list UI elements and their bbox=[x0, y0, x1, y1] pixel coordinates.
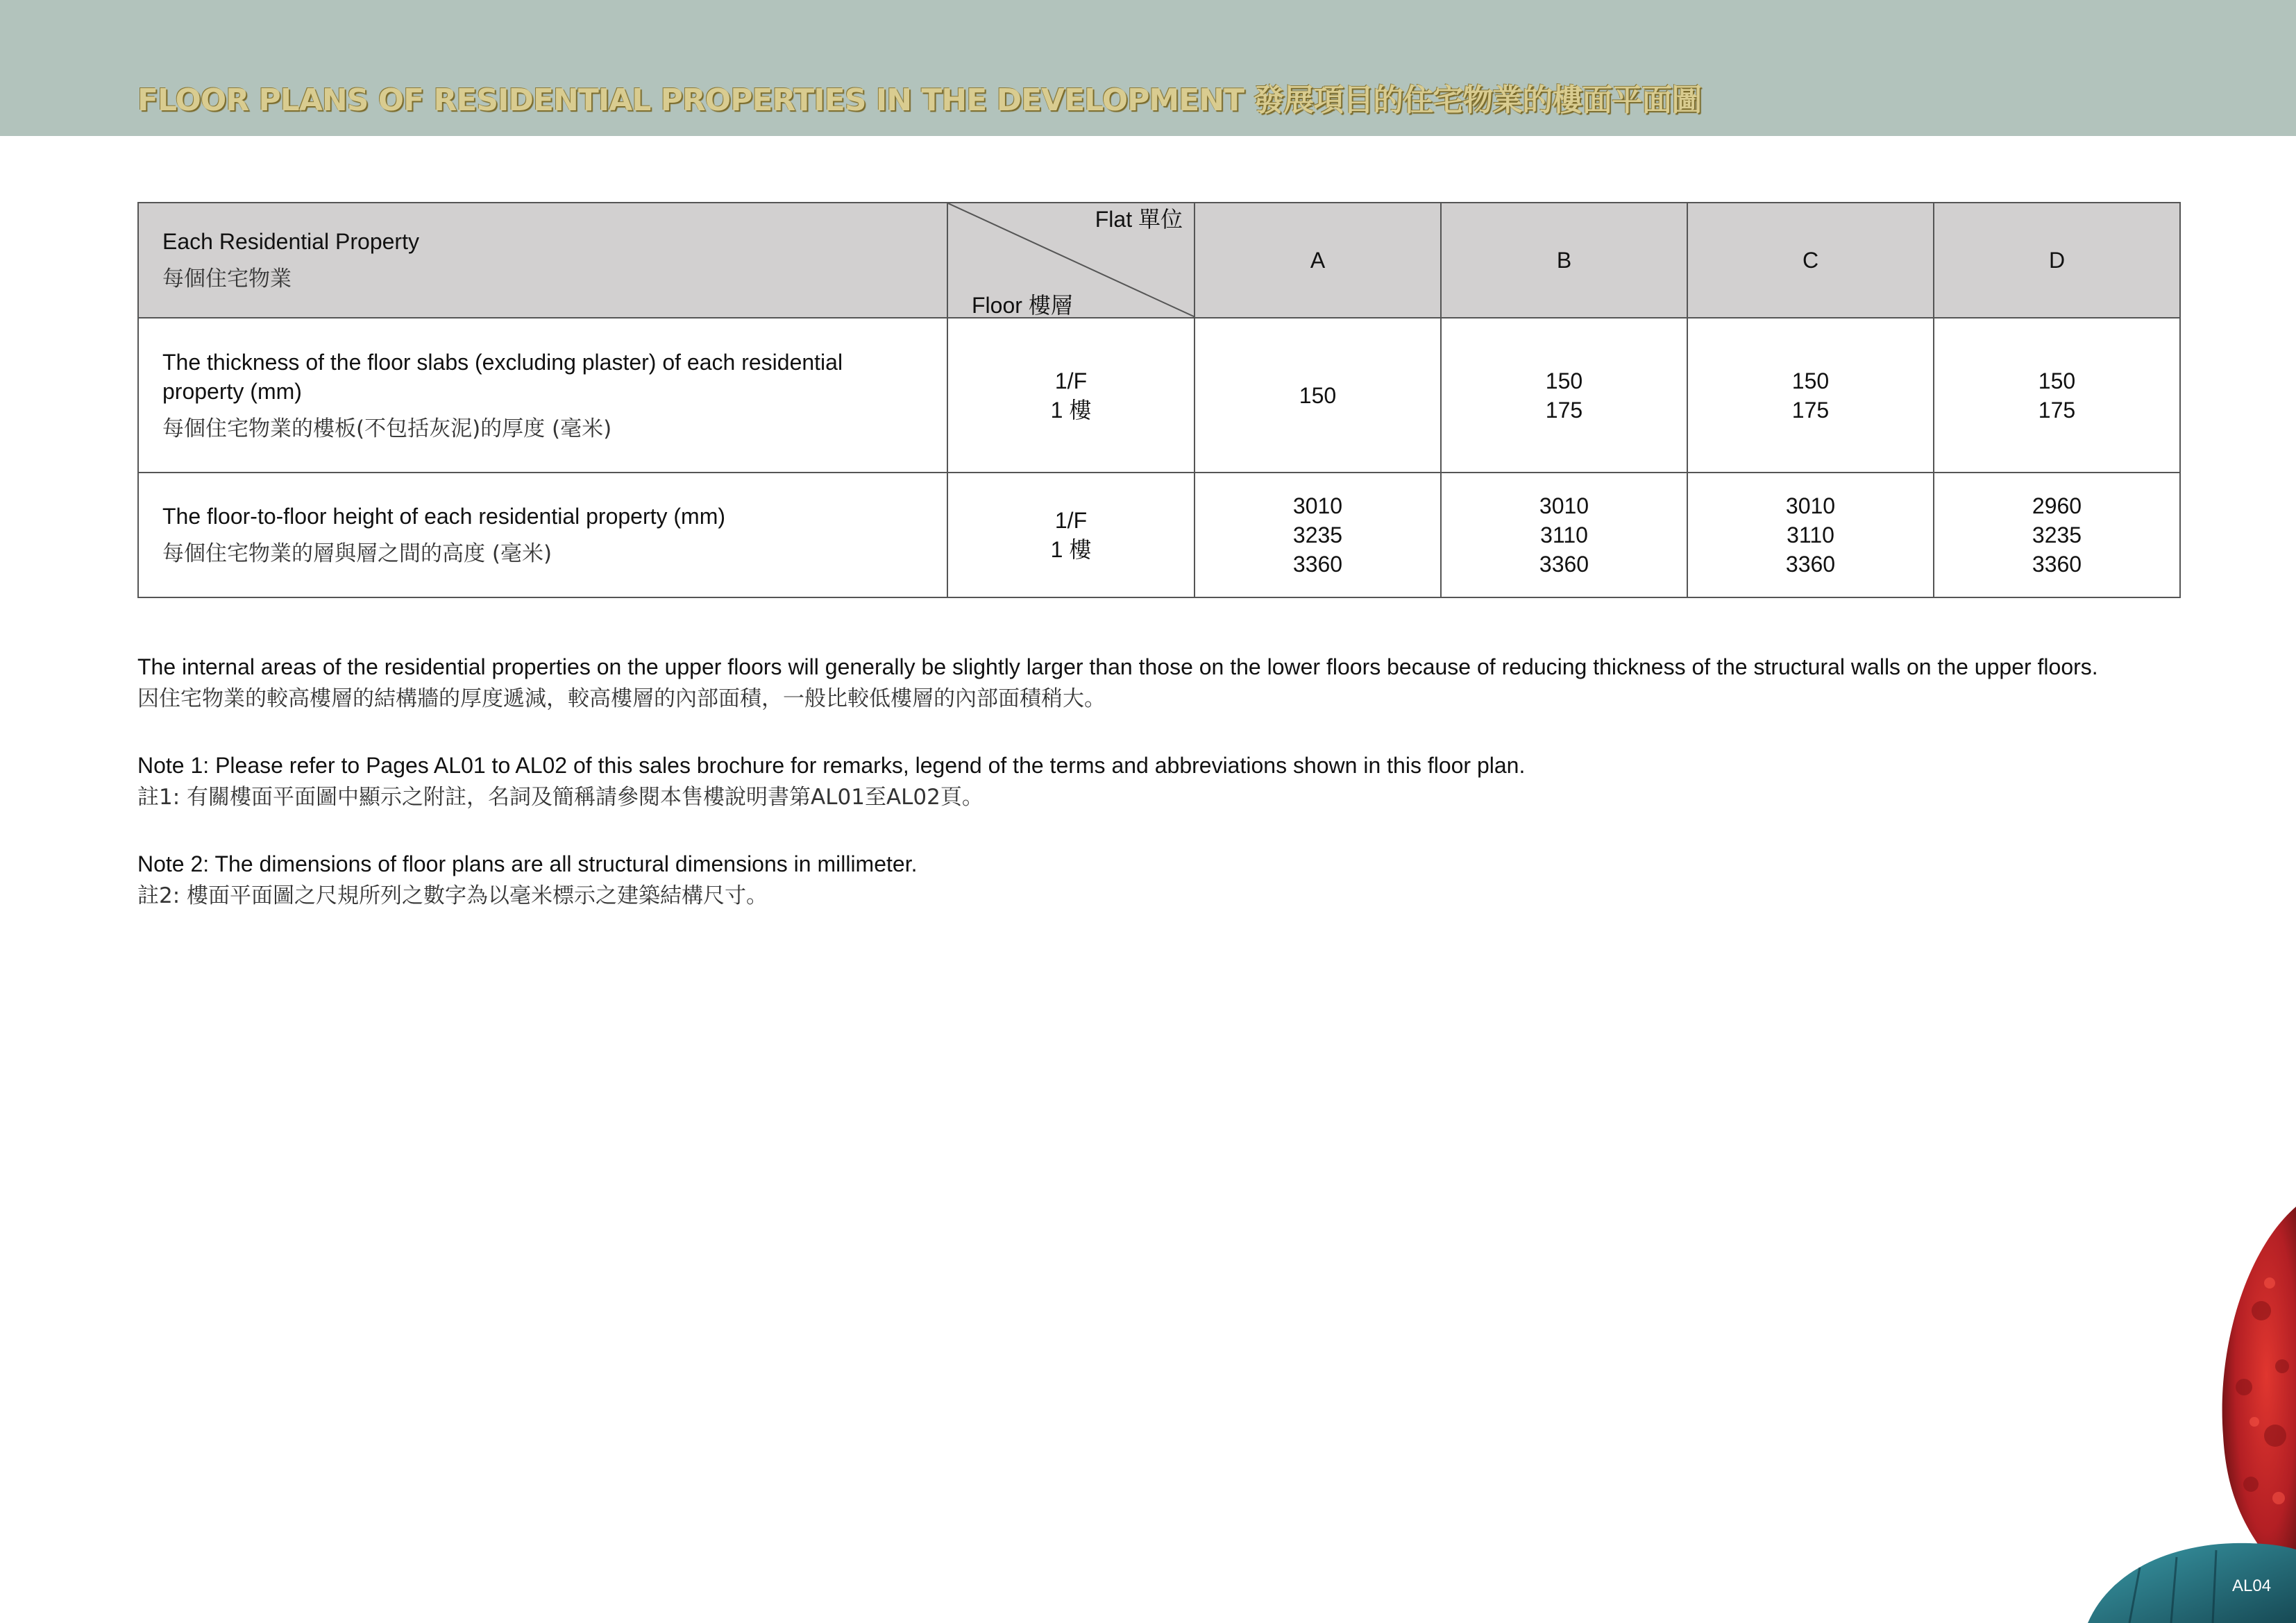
value: 3360 bbox=[2032, 552, 2082, 577]
value: 3010 bbox=[1292, 493, 1343, 518]
page-title: FLOOR PLANS OF RESIDENTIAL PROPERTIES IN THE DEVELOPMENT 發展項目的住宅物業的樓面平面圖 bbox=[137, 83, 1702, 118]
internal-area-note bbox=[137, 651, 2098, 715]
row-description-zh: 每個住宅物業的樓板(不包括灰泥)的厚度 (毫米) bbox=[162, 416, 612, 441]
flat-header-d: D bbox=[1934, 203, 2180, 318]
value-cell-d bbox=[1934, 318, 2180, 473]
residential-spec-table bbox=[137, 202, 2181, 598]
table-header-row bbox=[138, 203, 2180, 318]
flat-label: Flat 單位 bbox=[1095, 207, 1183, 232]
table-row bbox=[138, 473, 2180, 597]
flat-floor-header-cell bbox=[947, 203, 1195, 318]
value: 150 bbox=[1299, 382, 1337, 408]
floor-cell bbox=[947, 318, 1195, 473]
row-description bbox=[138, 318, 947, 473]
corner-decoration-image bbox=[2088, 1207, 2296, 1623]
value-cell-a bbox=[1195, 318, 1441, 473]
value: 150 bbox=[2038, 368, 2076, 393]
flat-header-c: C bbox=[1687, 203, 1934, 318]
value: 3110 bbox=[1540, 522, 1588, 547]
value-cell-c bbox=[1687, 318, 1934, 473]
floor-en: 1/F bbox=[1054, 368, 1088, 393]
value: 3110 bbox=[1787, 522, 1834, 547]
floor-zh: 1 樓 bbox=[1050, 537, 1092, 562]
value: 3235 bbox=[1292, 522, 1343, 547]
internal-area-note-zh: 因住宅物業的較高樓層的結構牆的厚度遞減，較高樓層的內部面積，一般比較低樓層的內部面積稍大。 bbox=[137, 686, 1106, 711]
value: 3235 bbox=[2032, 522, 2082, 547]
floor-zh: 1 樓 bbox=[1050, 397, 1092, 423]
note-2-zh: 註2: 樓面平面圖之尺規所列之數字為以毫米標示之建築結構尺寸。 bbox=[137, 883, 768, 908]
note-1-en: Note 1: Please refer to Pages AL01 to AL02 of this sales brochure for remarks, legend of the terms and abbreviations shown in this floor plan. bbox=[137, 753, 1526, 778]
floor-label: Floor 樓層 bbox=[972, 293, 1073, 318]
row-description-en: The thickness of the floor slabs (excluding plaster) of each residential property (mm) bbox=[162, 349, 843, 404]
value: 150 bbox=[1791, 368, 1830, 393]
table-row bbox=[138, 318, 2180, 473]
notes-section bbox=[137, 651, 2098, 946]
flat-header-b: B bbox=[1441, 203, 1687, 318]
value: 3360 bbox=[1292, 552, 1343, 577]
value: 3360 bbox=[1539, 552, 1589, 577]
property-header-zh: 每個住宅物業 bbox=[162, 266, 292, 291]
value: 2960 bbox=[2032, 493, 2082, 518]
row-description bbox=[138, 473, 947, 597]
note-1 bbox=[137, 749, 2098, 813]
row-description-zh: 每個住宅物業的層與層之間的高度 (毫米) bbox=[162, 541, 552, 566]
value-cell-a bbox=[1195, 473, 1441, 597]
value: 175 bbox=[1791, 397, 1830, 423]
note-2-en: Note 2: The dimensions of floor plans are all structural dimensions in millimeter. bbox=[137, 851, 918, 876]
floor-en: 1/F bbox=[1054, 508, 1088, 533]
value: 175 bbox=[1545, 397, 1583, 423]
property-header-cell bbox=[138, 203, 947, 318]
value: 150 bbox=[1545, 368, 1583, 393]
floor-cell bbox=[947, 473, 1195, 597]
flat-header-a: A bbox=[1195, 203, 1441, 318]
value: 3010 bbox=[1785, 493, 1836, 518]
value-cell-b bbox=[1441, 473, 1687, 597]
value: 3360 bbox=[1785, 552, 1836, 577]
value-cell-b bbox=[1441, 318, 1687, 473]
note-1-zh: 註1: 有關樓面平面圖中顯示之附註，名詞及簡稱請參閱本售樓說明書第AL01至AL02頁。 bbox=[137, 785, 984, 810]
value-cell-c bbox=[1687, 473, 1934, 597]
internal-area-note-en: The internal areas of the residential properties on the upper floors will generally be slightly larger than those on the lower floors because of reducing thickness of the structural walls on the upper floors. bbox=[137, 654, 2098, 679]
value-cell-d bbox=[1934, 473, 2180, 597]
property-header-en: Each Residential Property bbox=[162, 229, 419, 254]
row-description-en: The floor-to-floor height of each residential property (mm) bbox=[162, 504, 726, 529]
value: 175 bbox=[2038, 397, 2076, 423]
page-number: AL04 bbox=[2232, 1577, 2272, 1595]
note-2 bbox=[137, 848, 2098, 912]
value: 3010 bbox=[1539, 493, 1589, 518]
